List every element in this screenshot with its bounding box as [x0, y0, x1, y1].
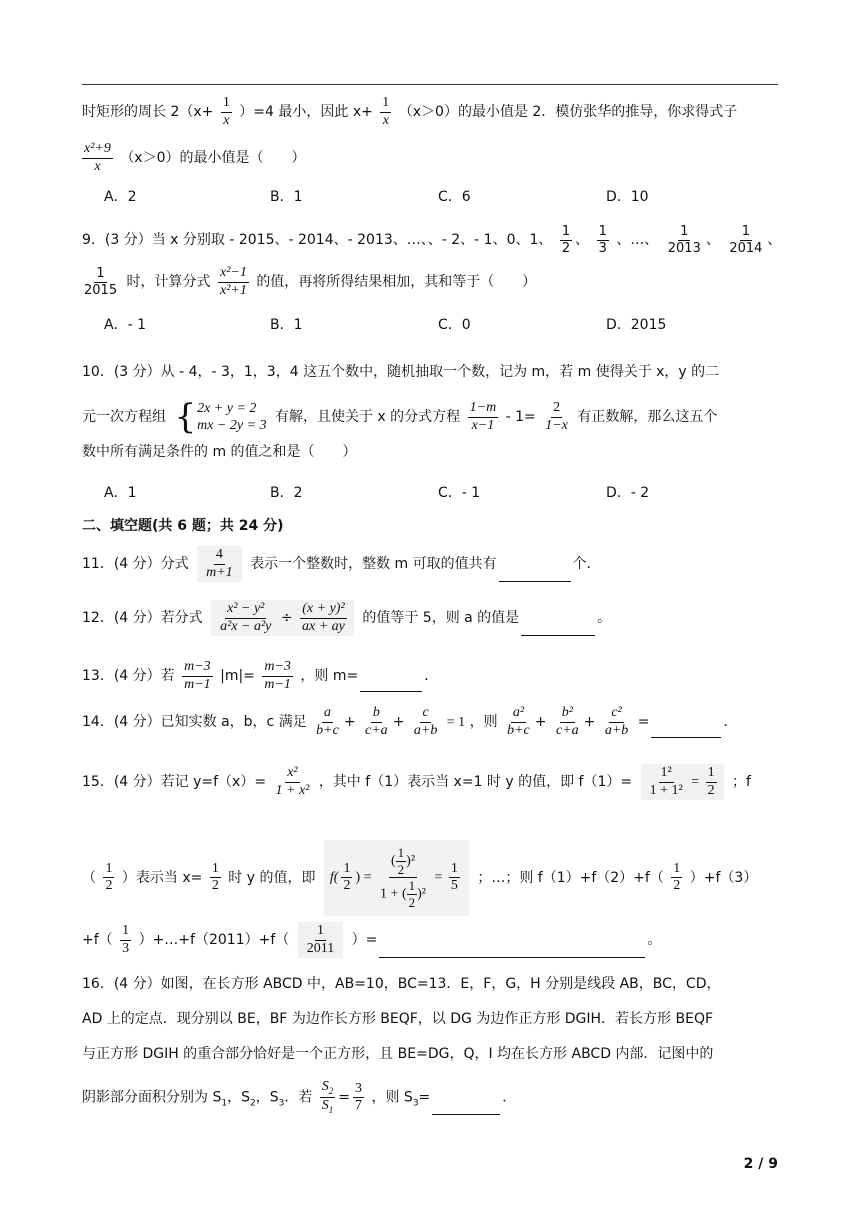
q14-blank[interactable] [651, 723, 721, 738]
q11-blank[interactable] [499, 567, 571, 582]
q8-line2: $\frac{\text{x²+9}}{x}$ （x＞0）的最小值是（ ） [84, 141, 306, 174]
q8-option-d: D．10 [606, 189, 649, 205]
q9-option-c: C．0 [438, 317, 471, 333]
q13-blank[interactable] [360, 677, 422, 692]
q16-line3: 与正方形 DGIH 的重合部分恰好是一个正方形，且 BE=DG，Q，I 均在长方形 ABCD 内部．记图中的 [82, 1046, 714, 1062]
q12-blank[interactable] [521, 621, 595, 636]
q10-option-c: C．- 1 [438, 485, 481, 501]
q10-option-a: A．1 [104, 485, 137, 501]
q10-line2: 元一次方程组 { 2x + y = 2 mx − 2y = 3 有解，且使关于 x 的分式方程 $\frac{1-m}{x-1}$ - 1= $\frac{2}{1-x}$ 有正数解，那么这五个 [82, 397, 718, 437]
q8-line1: 时矩形的周长 2（x+ $\frac{1}{x}$ ）=4 最小，因此 x+ $\frac{1}{x}$ （x＞0）的最小值是 2．模仿张华的推导，你求得式子 [82, 95, 738, 128]
q15-line1: 15．(4 分）若记 y=f（x）= $\frac{\text{x²}}{\text{1 + x²}}$ ，其中 f（1）表示当 x=1 时 y 的值，即 f（1）= $\frac{\text{1²}}{\text{1 + 1²}}$ = $\frac{1}{2}$ ；f [82, 764, 751, 800]
q10-line1: 10．(3 分）从 - 4，- 3，1，3，4 这五个数中，随机抽取一个数，记为 m，若 m 使得关于 x，y 的二 [82, 364, 720, 380]
q14: 14．(4 分）已知实数 a，b，c 满足 $\frac{a}{b+c}$ + $\frac{b}{c+a}$ + $\frac{c}{a+b}$ = 1 ，则 $\frac{\text{a²}}{b+c}$ + $\frac{\text{b²}}{c+a}$ + $\frac{\text{c²}}{a+b}$ = ． [82, 705, 738, 738]
q8-option-b: B．1 [270, 189, 303, 205]
q9-line1: 9．(3 分）当 x 分别取 - 2015、- 2014、- 2013、…、、- 2、- 1、0、1、 $\frac{1}{2}$ 、 $\frac{1}{3}$ 、…、 $\frac{1}{2013}$ 、 $\frac{1}{2014}$ 、 [82, 224, 782, 256]
q9-option-a: A．- 1 [104, 317, 146, 333]
equation-system: { 2x + y = 2 mx − 2y = 3 [174, 397, 267, 437]
q16-line4: 阴影部分面积分别为 $S_1$，$S_2$，$S_3$．若 $\frac{S_2}{S_1}$ = $\frac{3}{7}$ ，则 $S_3=$ ． [82, 1079, 517, 1116]
q11: 11．(4 分）分式 $\frac{4}{m+1}$ 表示一个整数时，整数 m 可取的值共有 个． [82, 546, 601, 582]
q9-option-d: D．2015 [606, 317, 667, 333]
q10-option-b: B．2 [270, 485, 303, 501]
section-heading: 二、填空题(共 6 题；共 24 分) [82, 518, 284, 534]
q15-line3: +f（ $\frac{1}{3}$ ）+…+f（2011）+f（ $\frac{1}{2011}$ ）= 。 [82, 922, 661, 958]
q9-option-b: B．1 [270, 317, 303, 333]
q12: 12．(4 分）若分式 $\frac{\text{x² − y²}}{\text{a²x − a²y}}$ ÷ $\frac{\text{(x + y)²}}{ax + ay}$ 的值等于 5，则 a 的值是 。 [82, 600, 611, 636]
header-rule [82, 84, 778, 85]
q15-line2: （ $\frac{1}{2}$ ）表示当 x= $\frac{1}{2}$ 时 y 的值，即 f( $\frac{1}{2}$ ) = ( $\frac{1}{2}$ )² 1 + ( $\frac{1}{2}$ )² = $\frac{1}{5}$ ；…；则 f（1）+f（2）+f（ $\frac{1}{2}$ ）+f（3） [82, 840, 757, 916]
q15-blank[interactable] [379, 943, 645, 958]
q8-option-c: C．6 [438, 189, 471, 205]
q10-line3: 数中所有满足条件的 m 的值之和是（ ） [82, 444, 357, 460]
q13: 13．(4 分）若 $\frac{m-3}{m-1}$ |m|= $\frac{m-3}{m-1}$ ，则 m= ． [82, 659, 439, 692]
page-number: 2 / 9 [743, 1156, 778, 1172]
q16-blank[interactable] [432, 1100, 500, 1115]
q8-option-a: A．2 [104, 189, 137, 205]
q9-line2: $\frac{1}{2015}$ 时，计算分式 $\frac{\text{x²−1}}{\text{x²+1}}$ 的值，再将所得结果相加，其和等于（ ） [84, 265, 537, 298]
q10-option-d: D．- 2 [606, 485, 650, 501]
q16-line1: 16．(4 分）如图，在长方形 ABCD 中，AB=10，BC=13．E，F，G，H 分别是线段 AB，BC，CD， [82, 976, 721, 992]
q16-line2: AD 上的定点．现分别以 BE，BF 为边作长方形 BEQF，以 DG 为边作正方形 DGIH．若长方形 BEQF [82, 1011, 714, 1027]
